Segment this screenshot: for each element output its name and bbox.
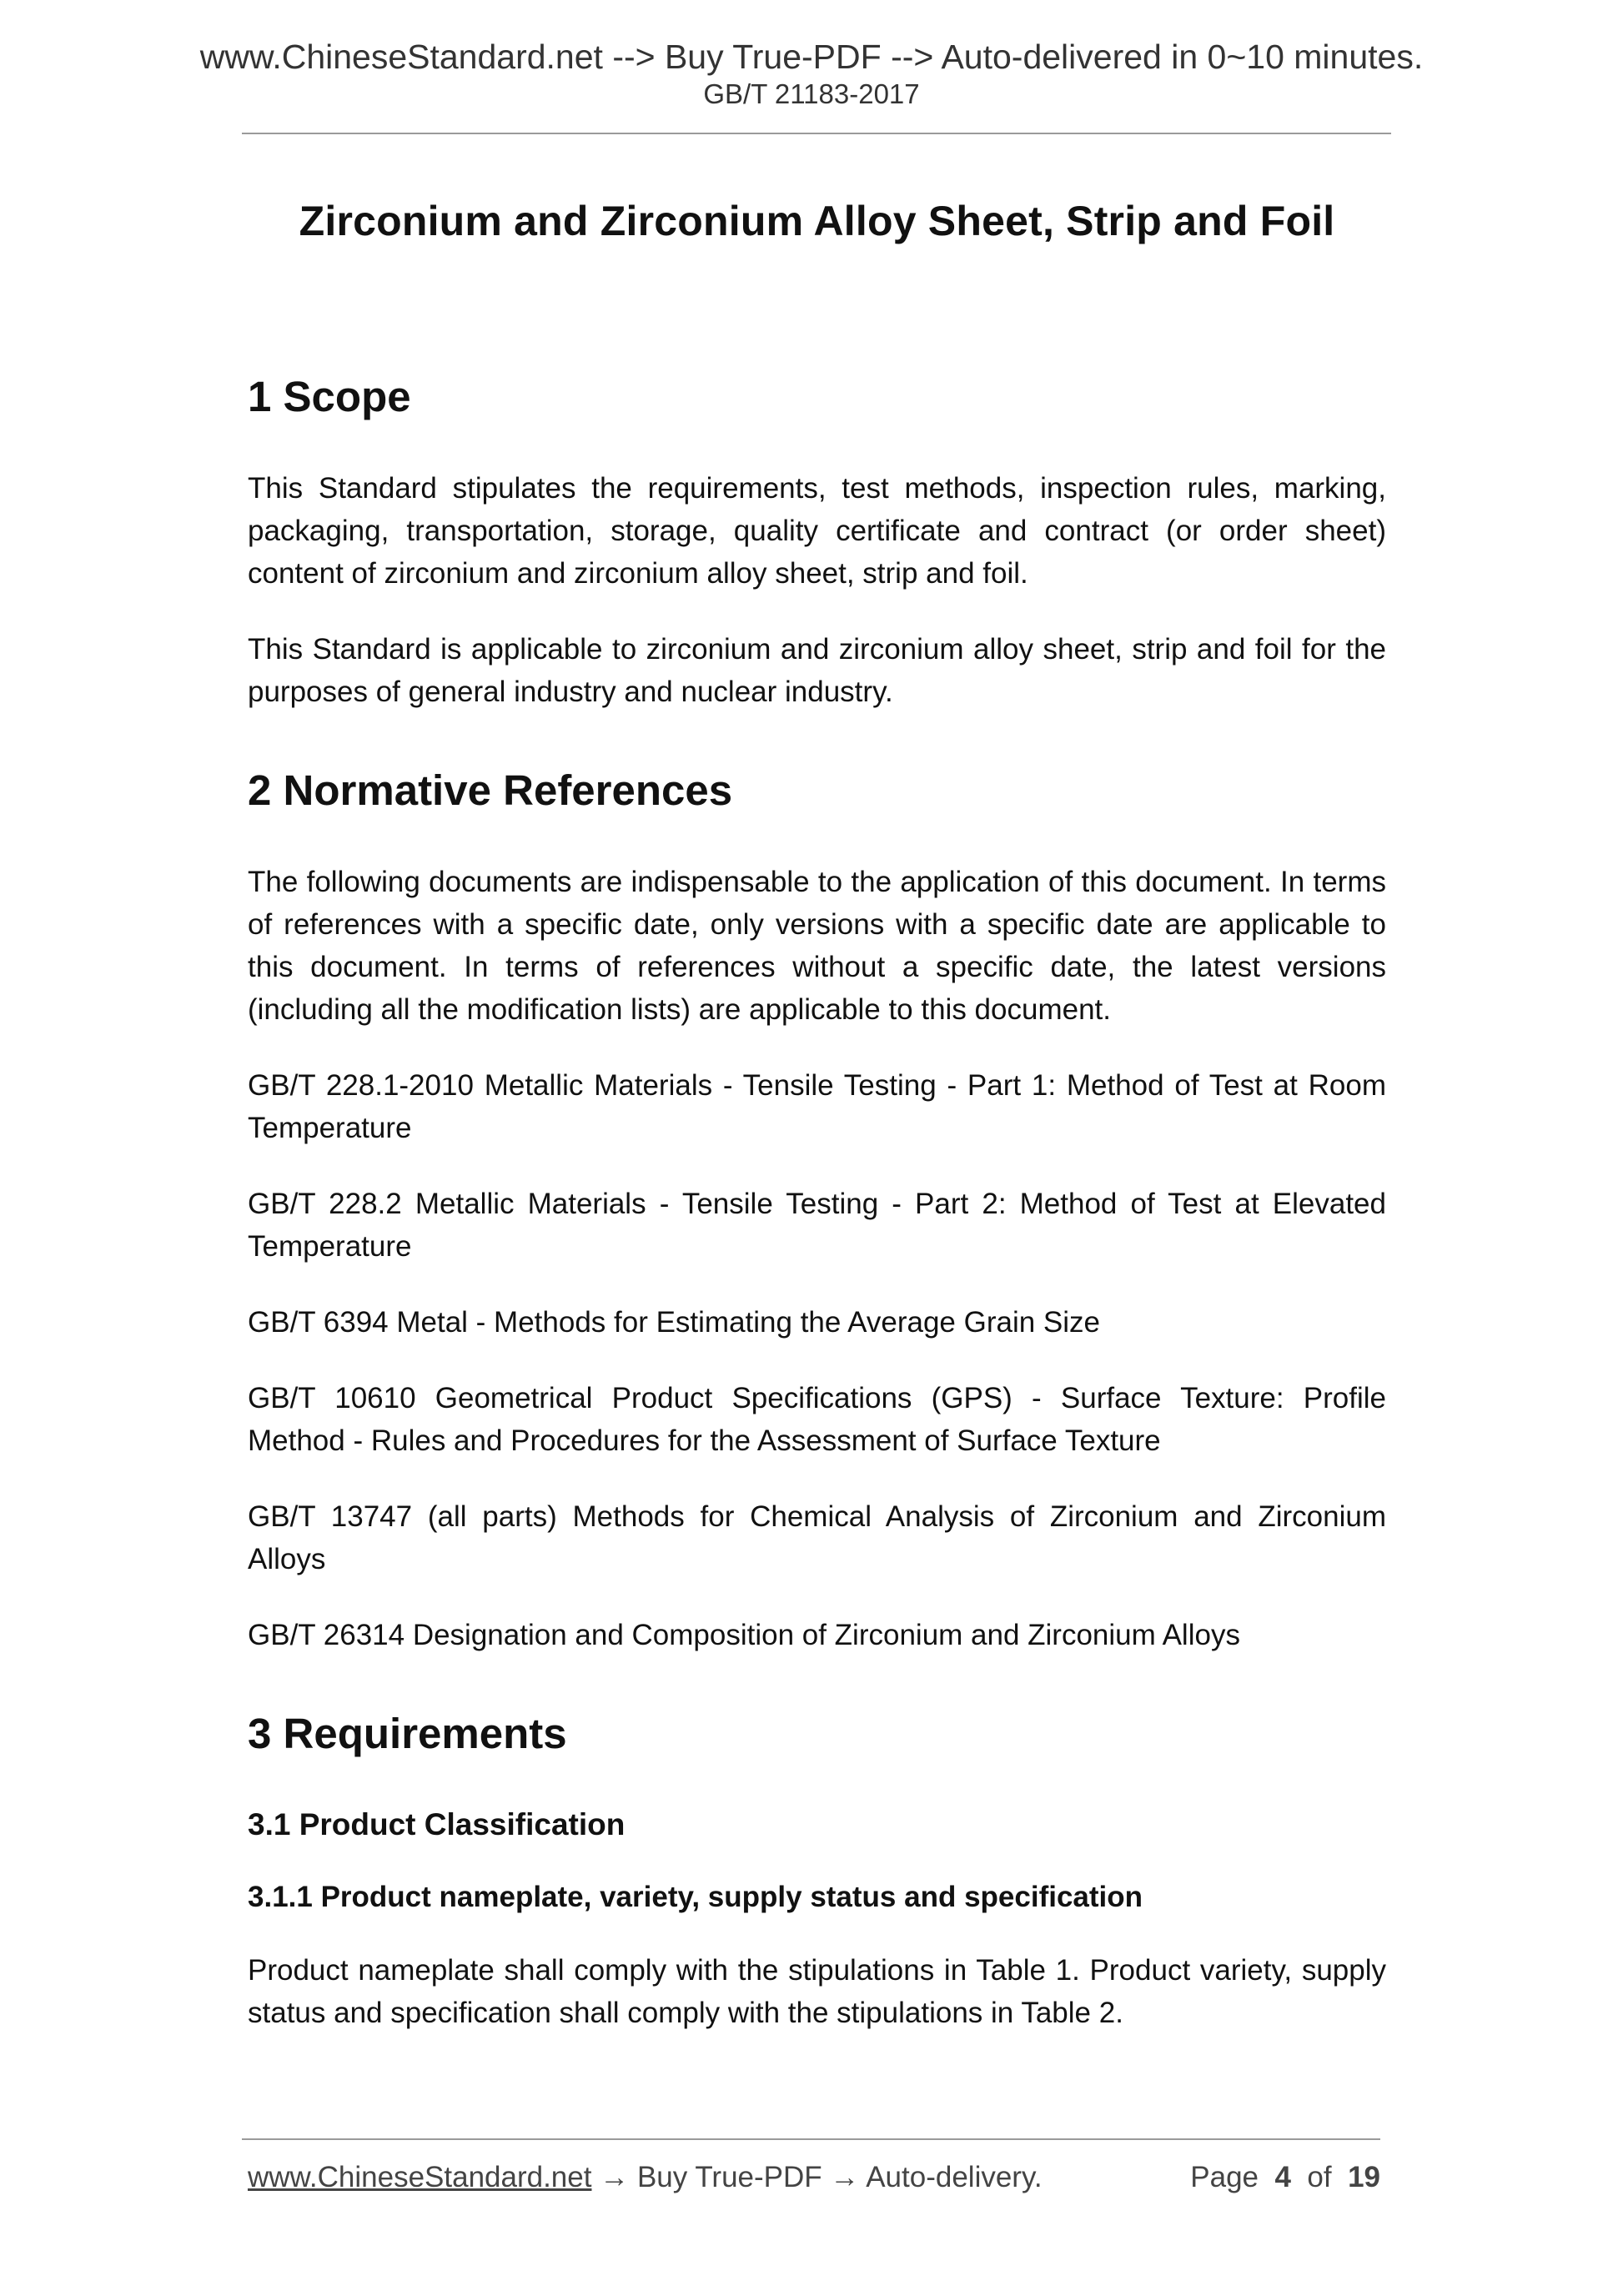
page-label: Page — [1190, 2161, 1259, 2193]
paragraph: The following documents are indispensable to the application of this document. In terms of references with a specific date, only versions with a specific date are applicable to this document. In terms of references without a specific date, the latest versions (including all the modification lists) are applicable to this document. — [248, 866, 1386, 1027]
footer-site-link[interactable]: www.ChineseStandard.net — [248, 2161, 592, 2193]
section-normative-references — [248, 765, 1386, 1656]
footer-delivery-text: Auto-delivery. — [866, 2161, 1043, 2193]
subsubsection-heading: 3.1.1 Product nameplate, variety, supply status and specification — [248, 1880, 1143, 1913]
section-heading: 2 Normative References — [248, 766, 733, 815]
reference-item: GB/T 26314 Designation and Composition of Zirconium and Zirconium Alloys — [248, 1619, 1240, 1652]
page-number: 4 — [1274, 2161, 1291, 2193]
reference-item: GB/T 228.1-2010 Metallic Materials - Tensile Testing - Part 1: Method of Test at Room Temperature — [248, 1069, 1386, 1145]
reference-item: GB/T 6394 Metal - Methods for Estimating the Average Grain Size — [248, 1306, 1100, 1339]
header-divider — [242, 133, 1391, 134]
section-requirements — [248, 1708, 1386, 2034]
document-code: GB/T 21183-2017 — [703, 78, 920, 109]
subsection-heading: 3.1 Product Classification — [248, 1806, 626, 1841]
paragraph: Product nameplate shall comply with the stipulations in Table 1. Product variety, supply status and specification shall comply with the stipulations in Table 2. — [248, 1954, 1386, 2030]
paragraph: This Standard stipulates the requirements, test methods, inspection rules, marking, packaging, transportation, storage, quality certificate and contract (or order sheet) content of zirconium and zirconium alloy sheet, strip and foil. — [248, 472, 1386, 590]
paragraph: This Standard is applicable to zirconium and zirconium alloy sheet, strip and foil for the purposes of general industry and nuclear industry. — [248, 633, 1386, 709]
arrow-right-icon: → — [830, 2161, 860, 2193]
reference-item: GB/T 10610 Geometrical Product Specifications (GPS) - Surface Texture: Profile Method - Rules and Procedures for the Assessment of Surface Texture — [248, 1382, 1386, 1458]
arrow-right-icon: → — [600, 2161, 630, 2193]
document-title: Zirconium and Zirconium Alloy Sheet, Strip and Foil — [299, 198, 1335, 244]
section-scope — [248, 371, 1386, 713]
footer-buy-text: Buy True-PDF — [636, 2161, 822, 2193]
top-banner: www.ChineseStandard.net --> Buy True-PDF --> Auto-delivered in 0~10 minutes. — [199, 38, 1424, 76]
section-heading: 3 Requirements — [248, 1710, 567, 1758]
page-content — [248, 196, 1386, 2067]
reference-item: GB/T 228.2 Metallic Materials - Tensile Testing - Part 2: Method of Test at Elevated Temperature — [248, 1188, 1386, 1264]
footer — [248, 2160, 1380, 2195]
page-indicator — [1190, 2160, 1380, 2195]
footer-divider — [242, 2138, 1380, 2140]
section-heading: 1 Scope — [248, 373, 411, 420]
page-of-label: of — [1307, 2161, 1332, 2193]
reference-item: GB/T 13747 (all parts) Methods for Chemical Analysis of Zirconium and Zirconium Alloys — [248, 1500, 1386, 1576]
total-pages: 19 — [1348, 2161, 1380, 2193]
